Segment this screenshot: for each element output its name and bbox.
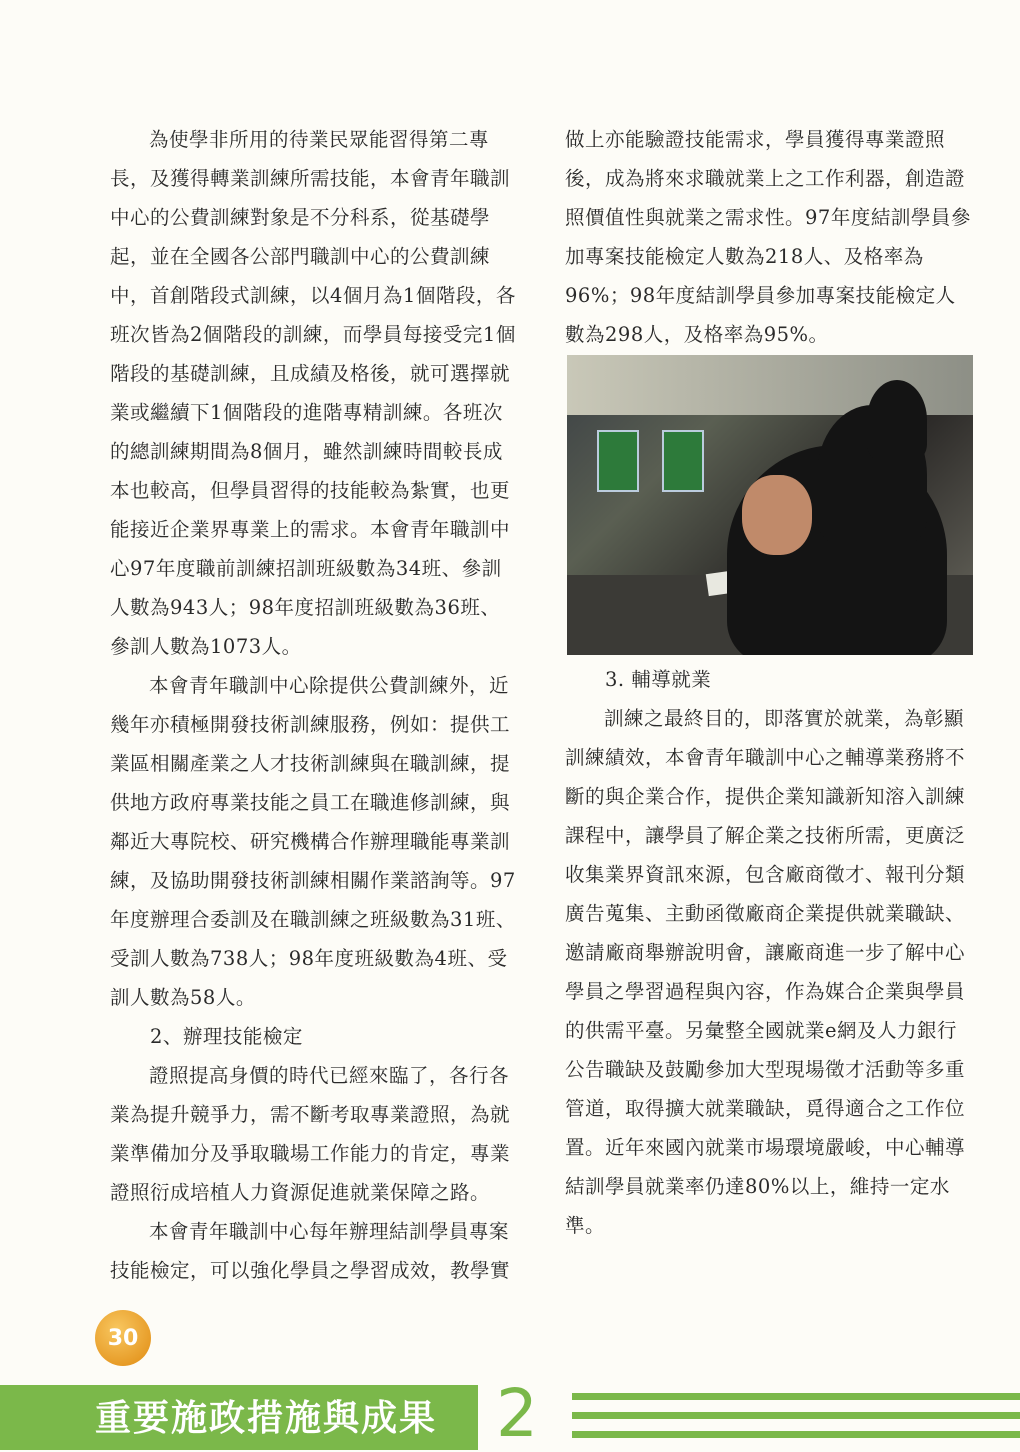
left-paragraph-4: 本會青年職訓中心每年辦理結訓學員專案技能檢定，可以強化學員之學習成效，教學實 [110, 1220, 511, 1282]
right-paragraph-1: 做上亦能驗證技能需求，學員獲得專業證照後，成為將來求職就業上之工作利器，創造證照價值性與就業之需求性。97年度結訓學員參加專案技能檢定人數為218人、及格率為96%；98年度結訓學員參加專案技能檢定人數為298人，及格率為95%。 [565, 128, 971, 346]
footer [0, 1375, 1020, 1452]
footer-title: 重要施政措施與成果 [95, 1397, 438, 1439]
footer-stripe [572, 1431, 1020, 1438]
left-paragraph-2: 本會青年職訓中心除提供公費訓練外，近幾年亦積極開發技術訓練服務，例如：提供工業區相關產業之人才技術訓練與在職訓練，提供地方政府專業技能之員工在職進修訓練，與鄰近大專院校、研究機構合作辦理職能專業訓練，及協助開發技術訓練相關作業諮詢等。97年度辦理合委訓及在職訓練之班級數為31班、受訓人數為738人；98年度班級數為4班、受訓人數為58人。 [110, 674, 516, 1009]
photo-circuit-board [597, 430, 639, 492]
photo-trainee [867, 380, 927, 460]
left-column [110, 120, 518, 1290]
photo-circuit-board [662, 430, 704, 492]
right-column [565, 120, 971, 354]
right-column-lower [565, 660, 971, 1245]
footer-stripe [572, 1393, 1020, 1400]
chapter-number: 2 [496, 1375, 538, 1452]
section-heading-3: 3. 輔導就業 [605, 668, 712, 691]
left-paragraph-3: 證照提高身價的時代已經來臨了，各行各業為提升競爭力，需不斷考取專業證照，為就業準備加分及爭取職場工作能力的肯定，專業證照衍成培植人力資源促進就業保障之路。 [110, 1064, 511, 1204]
training-photo [567, 355, 973, 655]
page-number-badge: 30 [95, 1310, 151, 1366]
right-paragraph-2: 訓練之最終目的，即落實於就業，為彰顯訓練績效，本會青年職訓中心之輔導業務將不斷的與企業合作，提供企業知識新知溶入訓練課程中，讓學員了解企業之技術所需，更廣泛收集業界資訊來源，包含廠商徵才、報刊分類廣告蒐集、主動函徵廠商企業提供就業職缺、邀請廠商舉辦說明會，讓廠商進一步了解中心學員之學習過程與內容，作為媒合企業與學員的供需平臺。另彙整全國就業e網及人力銀行公告職缺及鼓勵參加大型現場徵才活動等多重管道，取得擴大就業職缺，覓得適合之工作位置。近年來國內就業市場環境嚴峻，中心輔導結訓學員就業率仍達80%以上，維持一定水準。 [565, 707, 966, 1237]
footer-stripe [572, 1412, 1020, 1419]
section-heading-2: 2、辦理技能檢定 [150, 1025, 303, 1048]
photo-trainee-face [742, 475, 812, 555]
left-paragraph-1: 為使學非所用的待業民眾能習得第二專長，及獲得轉業訓練所需技能，本會青年職訓中心的公費訓練對象是不分科系，從基礎學起，並在全國各公部門職訓中心的公費訓練中，首創階段式訓練，以4個月為1個階段，各班次皆為2個階段的訓練，而學員每接受完1個階段的基礎訓練，且成績及格後，就可選擇就業或繼續下1個階段的進階專精訓練。各班次的總訓練期間為8個月，雖然訓練時間較長成本也較高，但學員習得的技能較為紮實，也更能接近企業界專業上的需求。本會青年職訓中心97年度職前訓練招訓班級數為34班、參訓人數為943人；98年度招訓班級數為36班、參訓人數為1073人。 [110, 128, 516, 658]
